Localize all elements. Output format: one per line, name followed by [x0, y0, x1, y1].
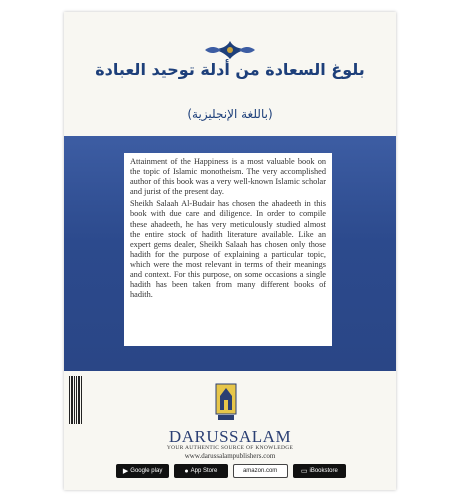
- book-icon: ▭: [300, 468, 308, 475]
- book-back-cover: [64, 12, 396, 490]
- publisher-name: DARUSSALAM: [168, 427, 292, 446]
- description-paragraph: Attainment of the Happiness is a most valuable book on the topic of Islamic monotheism. The very accomplished author of this book was a very well-known Islamic scholar and jurist of the present day.: [130, 157, 326, 197]
- publisher-website: www.darussalampublishers.com: [184, 452, 276, 460]
- ornament-icon: [203, 39, 257, 61]
- description-box: [124, 153, 332, 346]
- store-label: amazon.com: [242, 468, 278, 474]
- arabic-subtitle: (باللغة الإنجليزية): [187, 107, 273, 121]
- apple-icon: ●: [184, 467, 189, 475]
- play-icon: ▶: [122, 468, 129, 475]
- darussalam-logo-icon: [214, 382, 238, 422]
- ibookstore-badge[interactable]: [293, 464, 346, 478]
- description-paragraph: Sheikh Salaah Al-Budair has chosen the ahadeeth in this book with due care and diligence. In order to compile these ahadeeth, he has very meticulously studied almost the entire stock of hadith literature available. Like an expert gems dealer, Sheikh Salaah has chosen only those hadith for the purpose of explaining a particular topic, which were the most relevant in terms of their meanings and context. For this purpose, on some occasions a single hadith has been taken from many different books of hadith.: [130, 199, 326, 300]
- store-badges: [116, 464, 346, 478]
- store-label: iBookstore: [309, 468, 338, 474]
- publisher-tagline: YOUR AUTHENTIC SOURCE OF KNOWLEDGE: [166, 445, 294, 451]
- barcode-icon: [68, 376, 82, 424]
- arabic-title: بلوغ السعادة من أدلة توحيد العبادة: [95, 60, 365, 79]
- store-label: App Store: [190, 468, 218, 474]
- store-label: Google play: [130, 468, 163, 474]
- app-store-badge[interactable]: [174, 464, 227, 478]
- amazon-badge[interactable]: [233, 464, 288, 478]
- google-play-badge[interactable]: [116, 464, 169, 478]
